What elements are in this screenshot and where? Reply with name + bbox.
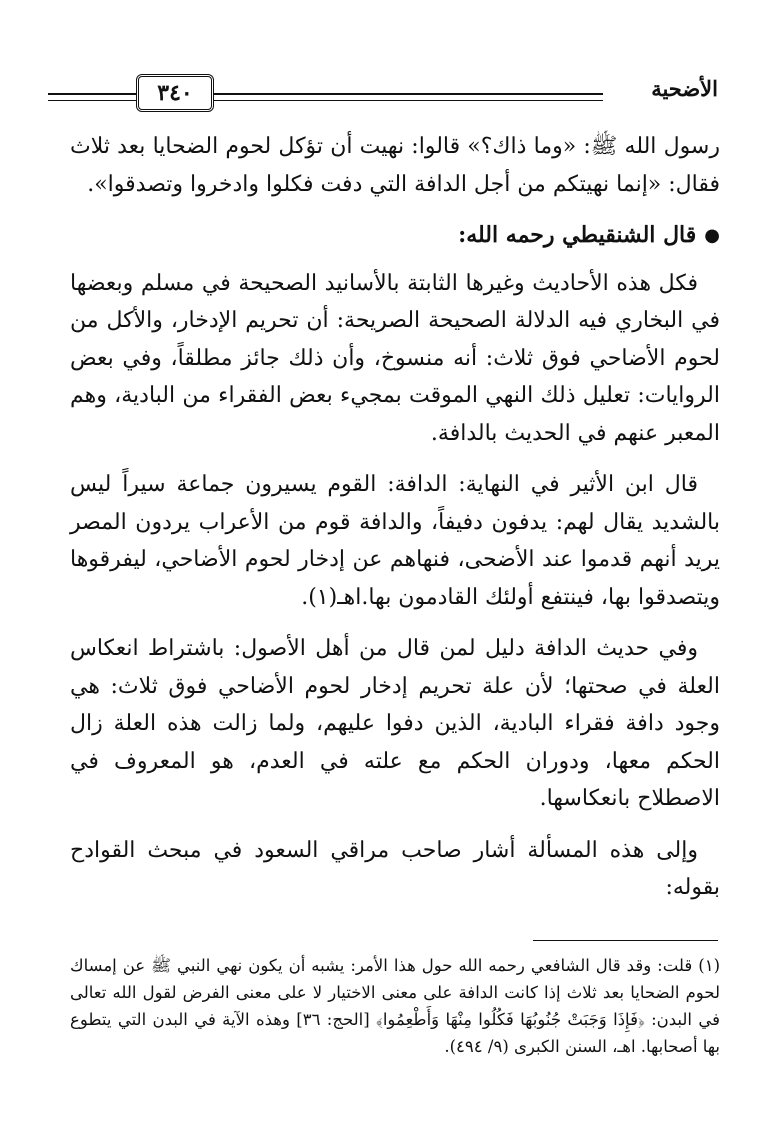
paragraph: وفي حديث الدافة دليل لمن قال من أهل الأصول: باشتراط انعكاس العلة في صحتها؛ لأن علة تحريم إدخار لحوم الأضاحي فوق ثلاث: هي وجود دافة فقراء البادية، الذين دفوا عليهم، ولما زالت هذه العلة زال الحكم معها، ودوران الحكم مع علته في العدم، هو المعروف في الاصطلاح بانعكاسها. bbox=[70, 636, 720, 811]
section-heading bbox=[70, 217, 720, 255]
paragraph: رسول الله ﷺ: «وما ذاك؟» قالوا: نهيت أن تؤكل لحوم الضحايا بعد ثلاث فقال: «إنما نهيتكم من أجل الدافة التي دفت فكلوا وادخروا وتصدقوا». bbox=[70, 134, 720, 197]
main-text bbox=[70, 128, 720, 921]
page-number-box bbox=[136, 74, 214, 112]
footnote-separator bbox=[533, 940, 718, 941]
header-rule-right bbox=[214, 93, 603, 101]
page-header bbox=[48, 74, 718, 124]
page-number: ٣٤٠ bbox=[157, 80, 193, 106]
paragraph: وإلى هذه المسألة أشار صاحب مراقي السعود في مبحث القوادح بقوله: bbox=[70, 837, 720, 900]
running-title: الأضحية bbox=[651, 76, 718, 101]
footnotes bbox=[70, 952, 720, 1060]
header-rule-left bbox=[48, 93, 136, 101]
paragraph: فكل هذه الأحاديث وغيرها الثابتة بالأسانيد الصحيحة في مسلم وبعضها في البخاري فيه الدلالة الصحيحة الصريحة: أن تحريم الإدخار، والأكل من لحوم الأضاحي فوق ثلاث: أنه منسوخ، وأن ذلك جائز مطلقاً، وفي بعض الروايات: تعليل ذلك النهي الموقت بمجيء بعض الفقراء من البادية، وهم المعبر عنهم في الحديث بالدافة. bbox=[70, 270, 720, 446]
paragraph: قال ابن الأثير في النهاية: الدافة: القوم يسيرون جماعة سيراً ليس بالشديد يقال لهم: يدفون دفيفاً، والدافة قوم من الأعراب يردون المصر يريد أنهم قدموا عند الأضحى، فنهاهم عن إدخار لحوم الأضاحي، ليفرقوها ويتصدقوا بها، فينتفع أولئك القادمون بها.اهـ(١). bbox=[70, 472, 720, 610]
section-heading-text: قال الشنقيطي رحمه الله: bbox=[458, 222, 697, 248]
footnote: (١) قلت: وقد قال الشافعي رحمه الله حول هذا الأمر: يشبه أن يكون نهي النبي ﷺ عن إمساك لحوم الضحايا بعد ثلاث إذا كانت الدافة على معنى الاختيار لا على معنى الفرض لقول الله تعالى في البدن: ﴿فَإِذَا وَجَبَتْ جُنُوبُهَا فَكُلُوا مِنْهَا وَأَطْعِمُوا﴾ [الحج: ٣٦] وهذه الآية في البدن التي يتطوع بها أصحابها. اهـ، السنن الكبرى (٩/ ٤٩٤). bbox=[70, 956, 720, 1056]
bullet-icon: ● bbox=[704, 225, 720, 246]
